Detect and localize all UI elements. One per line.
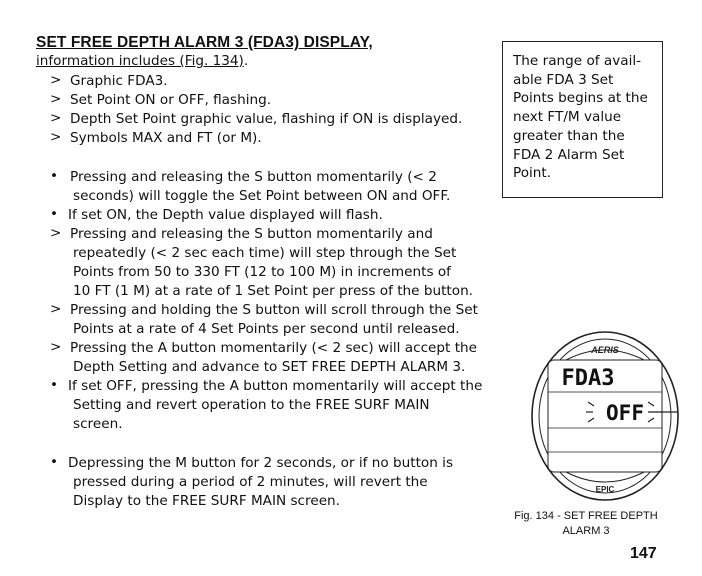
final-line: Display to the FREE SURF MAIN screen. [73,493,340,509]
operation-line: If set OFF, pressing the A button momentarily will accept the [68,378,483,394]
watch-model: EPIC [595,485,615,494]
lcd-fda3: FDA3 [561,366,615,391]
note-line: The range of avail- [513,53,642,69]
bullet-marker: • [50,454,59,470]
operation-line: Depth Setting and advance to SET FREE DEPTH ALARM 3. [73,359,466,375]
operation-line: Pressing and releasing the S button momentarily and [70,226,433,242]
arrow-marker: > [50,110,62,126]
bullet-marker: • [50,168,59,184]
operation-line: Points at a rate of 4 Set Points per second until released. [73,321,460,337]
bullet-marker: • [50,206,59,222]
note-line: able FDA 3 Set [513,71,614,88]
final-line: Depressing the M button for 2 seconds, or if no button is [68,455,454,471]
info-item: Set Point ON or OFF, flashing. [70,92,272,108]
info-item: Graphic FDA3. [70,73,168,89]
operation-line: Setting and revert operation to the FREE SURF MAIN [73,397,430,413]
info-item: Depth Set Point graphic value, flashing if ON is displayed. [70,111,463,127]
operation-line: If set ON, the Depth value displayed will flash. [68,207,383,223]
operation-line: 10 FT (1 M) at a rate of 1 Set Point per press of the button. [73,283,474,299]
arrow-marker: > [50,129,62,145]
operation-line: repeatedly (< 2 sec each time) will step through the Set [73,245,457,261]
operation-line: Pressing and releasing the S button momentarily (< 2 [70,169,437,185]
operation-line: seconds) will toggle the Set Point between ON and OFF. [73,188,451,204]
bullet-marker: • [50,377,59,393]
arrow-marker: > [50,301,62,317]
intro-tail: . [243,53,249,69]
arrow-marker: > [50,91,62,107]
arrow-marker: > [50,339,62,355]
lcd-off: OFF [606,401,644,425]
dive-computer-illustration [530,330,680,502]
note-line: Point. [513,165,552,182]
final-line: pressed during a period of 2 minutes, will revert the [73,474,428,490]
arrow-marker: > [50,225,62,241]
note-line: greater than the [513,127,625,144]
watch-brand: AERIS [591,345,619,355]
section-heading: SET FREE DEPTH ALARM 3 (FDA3) DISPLAY, [36,34,373,51]
arrow-marker: > [50,72,62,88]
note-line: FDA 2 Alarm Set [513,146,625,163]
operation-line: Points from 50 to 330 FT (12 to 100 M) in increments of [73,264,451,280]
intro-text [36,53,248,69]
operation-line: Pressing and holding the S button will scroll through the Set [70,302,478,318]
intro-lead: information includes (Fig. 134) [36,53,244,69]
note-box [502,41,663,198]
figure-caption-line1: Fig. 134 - SET FREE DEPTH [514,510,658,522]
operation-line: screen. [73,416,123,432]
operation-line: Pressing the A button momentarily (< 2 sec) will accept the [70,340,478,356]
note-line: next FT/M value [513,109,622,126]
figure-caption [506,509,666,539]
info-item: Symbols MAX and FT (or M). [70,130,262,146]
note-line: Points begins at the [513,90,648,107]
figure-caption-line2: ALARM 3 [562,525,610,537]
page-number: 147 [630,545,657,562]
